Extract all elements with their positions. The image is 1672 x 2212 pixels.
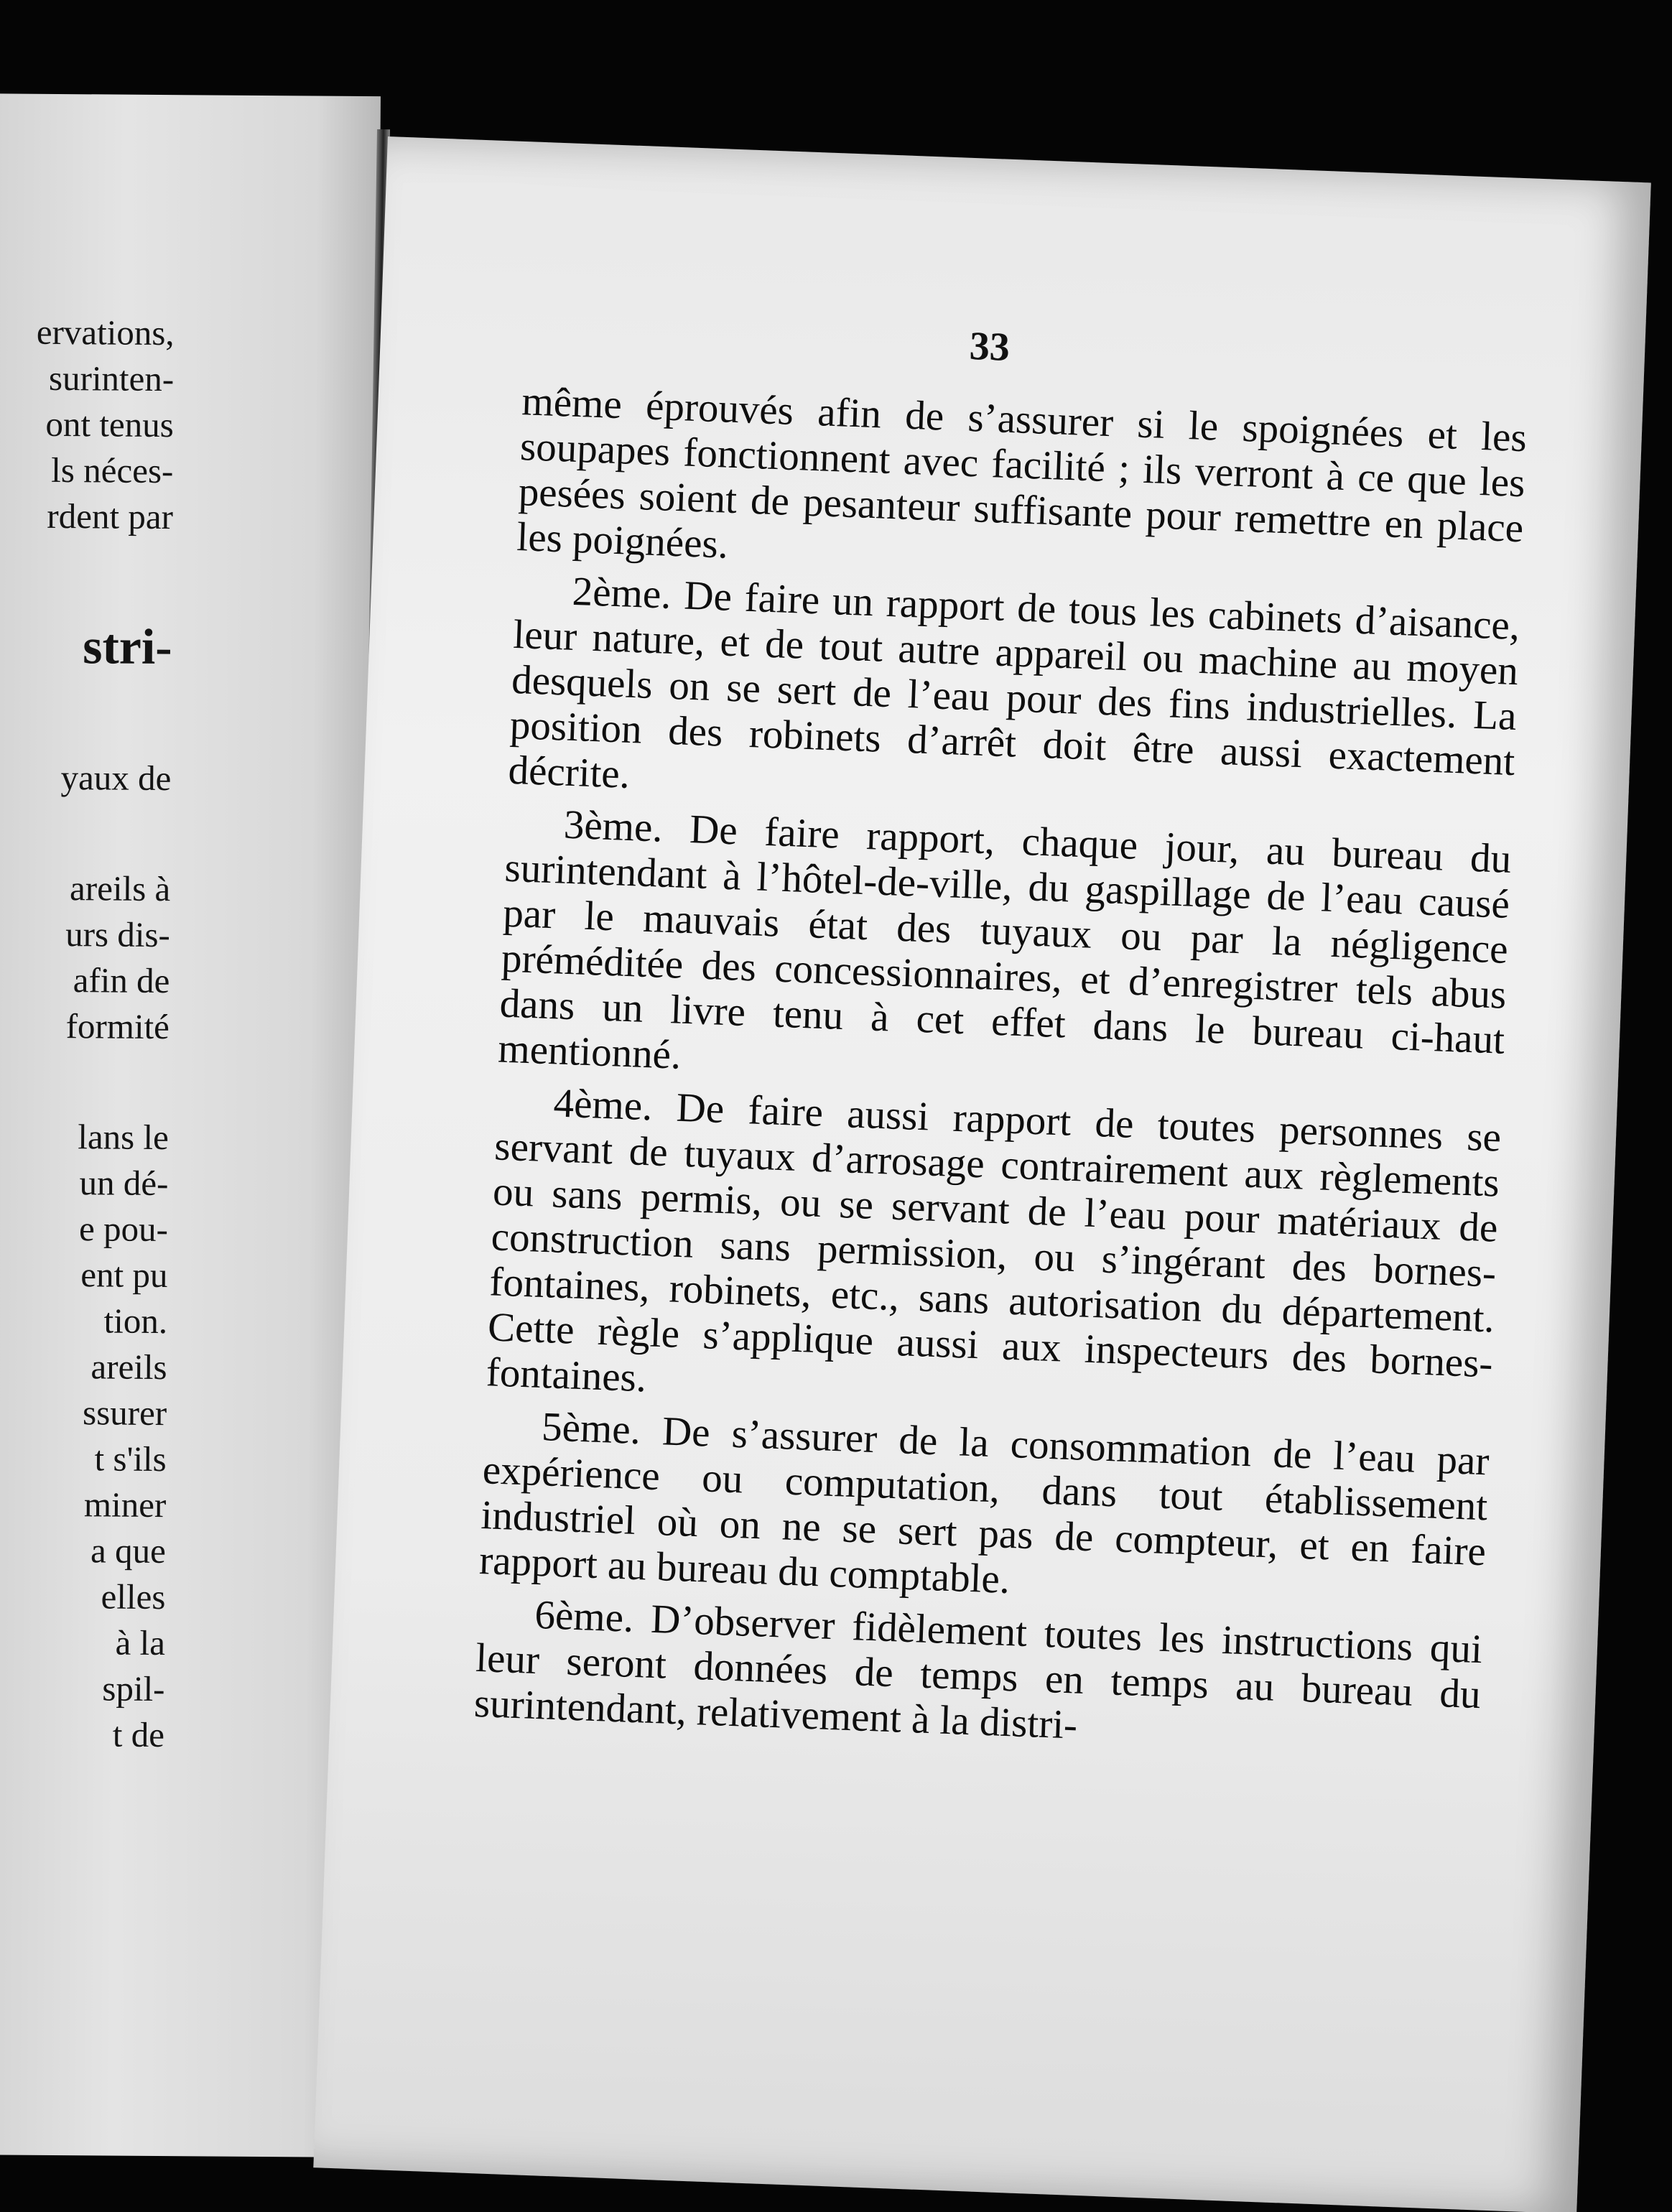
- left-line: a que: [90, 1530, 167, 1571]
- right-page: [313, 136, 1651, 2212]
- left-heading: stri-: [82, 619, 172, 676]
- left-line: e pou-: [78, 1209, 169, 1250]
- left-line: ervations,: [36, 312, 175, 353]
- paragraph-5: [478, 1402, 1490, 1620]
- paragraph-text: De faire rapport, chaque jour, au bureau du surintendant à l’hôtel-de-ville, du gaspillage de l’eau causé par le mauvais état des tuyaux ou par la négligence préméditée des concessionnaires, et d’enregistrer tels abus dans un livre tenu à cet effet dans le bureau ci-haut mentionné.: [497, 807, 1513, 1078]
- paragraph-continuation: [516, 378, 1528, 596]
- left-line: lans le: [78, 1117, 169, 1158]
- left-page: [0, 93, 381, 2157]
- left-line: spil-: [102, 1668, 165, 1709]
- left-line: formité: [65, 1006, 170, 1047]
- paragraph-text: D’observer fidèlement toutes les instructions qui leur seront données de temps en temps au bureau du surintendant, relativement à la distri-: [473, 1596, 1483, 1748]
- left-line: areils à: [69, 868, 171, 909]
- paragraph-2: [508, 567, 1521, 830]
- paragraph-text: De faire un rapport de tous les cabinets d’aisance, leur nature, et de tout autre appareil ou machine au moyen desquels on se sert de l’eau pour des fins industrielles. La position des robinets d’arrêt doit être aussi exactement décrite.: [507, 572, 1521, 797]
- left-line: ent pu: [80, 1255, 168, 1296]
- left-line: areils: [90, 1347, 167, 1388]
- page-body: [473, 378, 1528, 1770]
- left-line: rdent par: [47, 496, 174, 537]
- paragraph-text: De s’assurer de la consommation de l’eau par expérience ou computation, dans tout établissement industriel où on ne se sert pas de compteur, et en faire rapport au bureau du comptable.: [478, 1408, 1490, 1603]
- left-line: urs dis-: [65, 914, 171, 955]
- left-line: un dé-: [79, 1163, 169, 1204]
- left-line: tion.: [103, 1301, 168, 1342]
- left-line: ssurer: [82, 1393, 167, 1433]
- paragraph-text: même éprouvés afin de s’assurer si le spoignées et les soupapes fonctionnent avec facilité ; ils verront à ce que les pesées soient de pesanteur suffisante pour remettre en place les poignées.: [516, 378, 1528, 567]
- paragraph-text: De faire aussi rapport de toutes personnes se servant de tuyaux d’arrosage contrairement aux règlements ou sans permis, ou se servant de l’eau pour matériaux de construction sans permission, ou s’ingérant des bornes-fontaines, robinets, etc., sans autorisation du département. Cette règle s’applique aussi aux inspecteurs des bornes-fontaines.: [485, 1084, 1503, 1401]
- paragraph-ordinal: 2ème.: [571, 568, 672, 618]
- page-number: 33: [968, 323, 1011, 370]
- paragraph-ordinal: 3ème.: [562, 801, 664, 851]
- left-line: t s'ils: [94, 1439, 167, 1479]
- paragraph-6: [473, 1590, 1483, 1762]
- left-line: ls néces-: [51, 450, 174, 491]
- left-line: t de: [112, 1714, 165, 1755]
- paragraph-ordinal: 4ème.: [552, 1080, 654, 1130]
- left-line: à la: [115, 1622, 166, 1663]
- left-line: surinten-: [48, 358, 175, 399]
- left-page-text: [0, 309, 175, 1758]
- left-line: elles: [101, 1576, 166, 1617]
- paragraph-3: [497, 800, 1512, 1108]
- paragraph-4: [486, 1078, 1502, 1431]
- paragraph-ordinal: 5ème.: [541, 1404, 642, 1454]
- paragraph-ordinal: 6ème.: [534, 1591, 635, 1641]
- left-line: yaux de: [60, 758, 172, 799]
- left-line: ont tenus: [45, 404, 174, 445]
- left-line: afin de: [73, 960, 170, 1001]
- left-line: miner: [83, 1484, 167, 1525]
